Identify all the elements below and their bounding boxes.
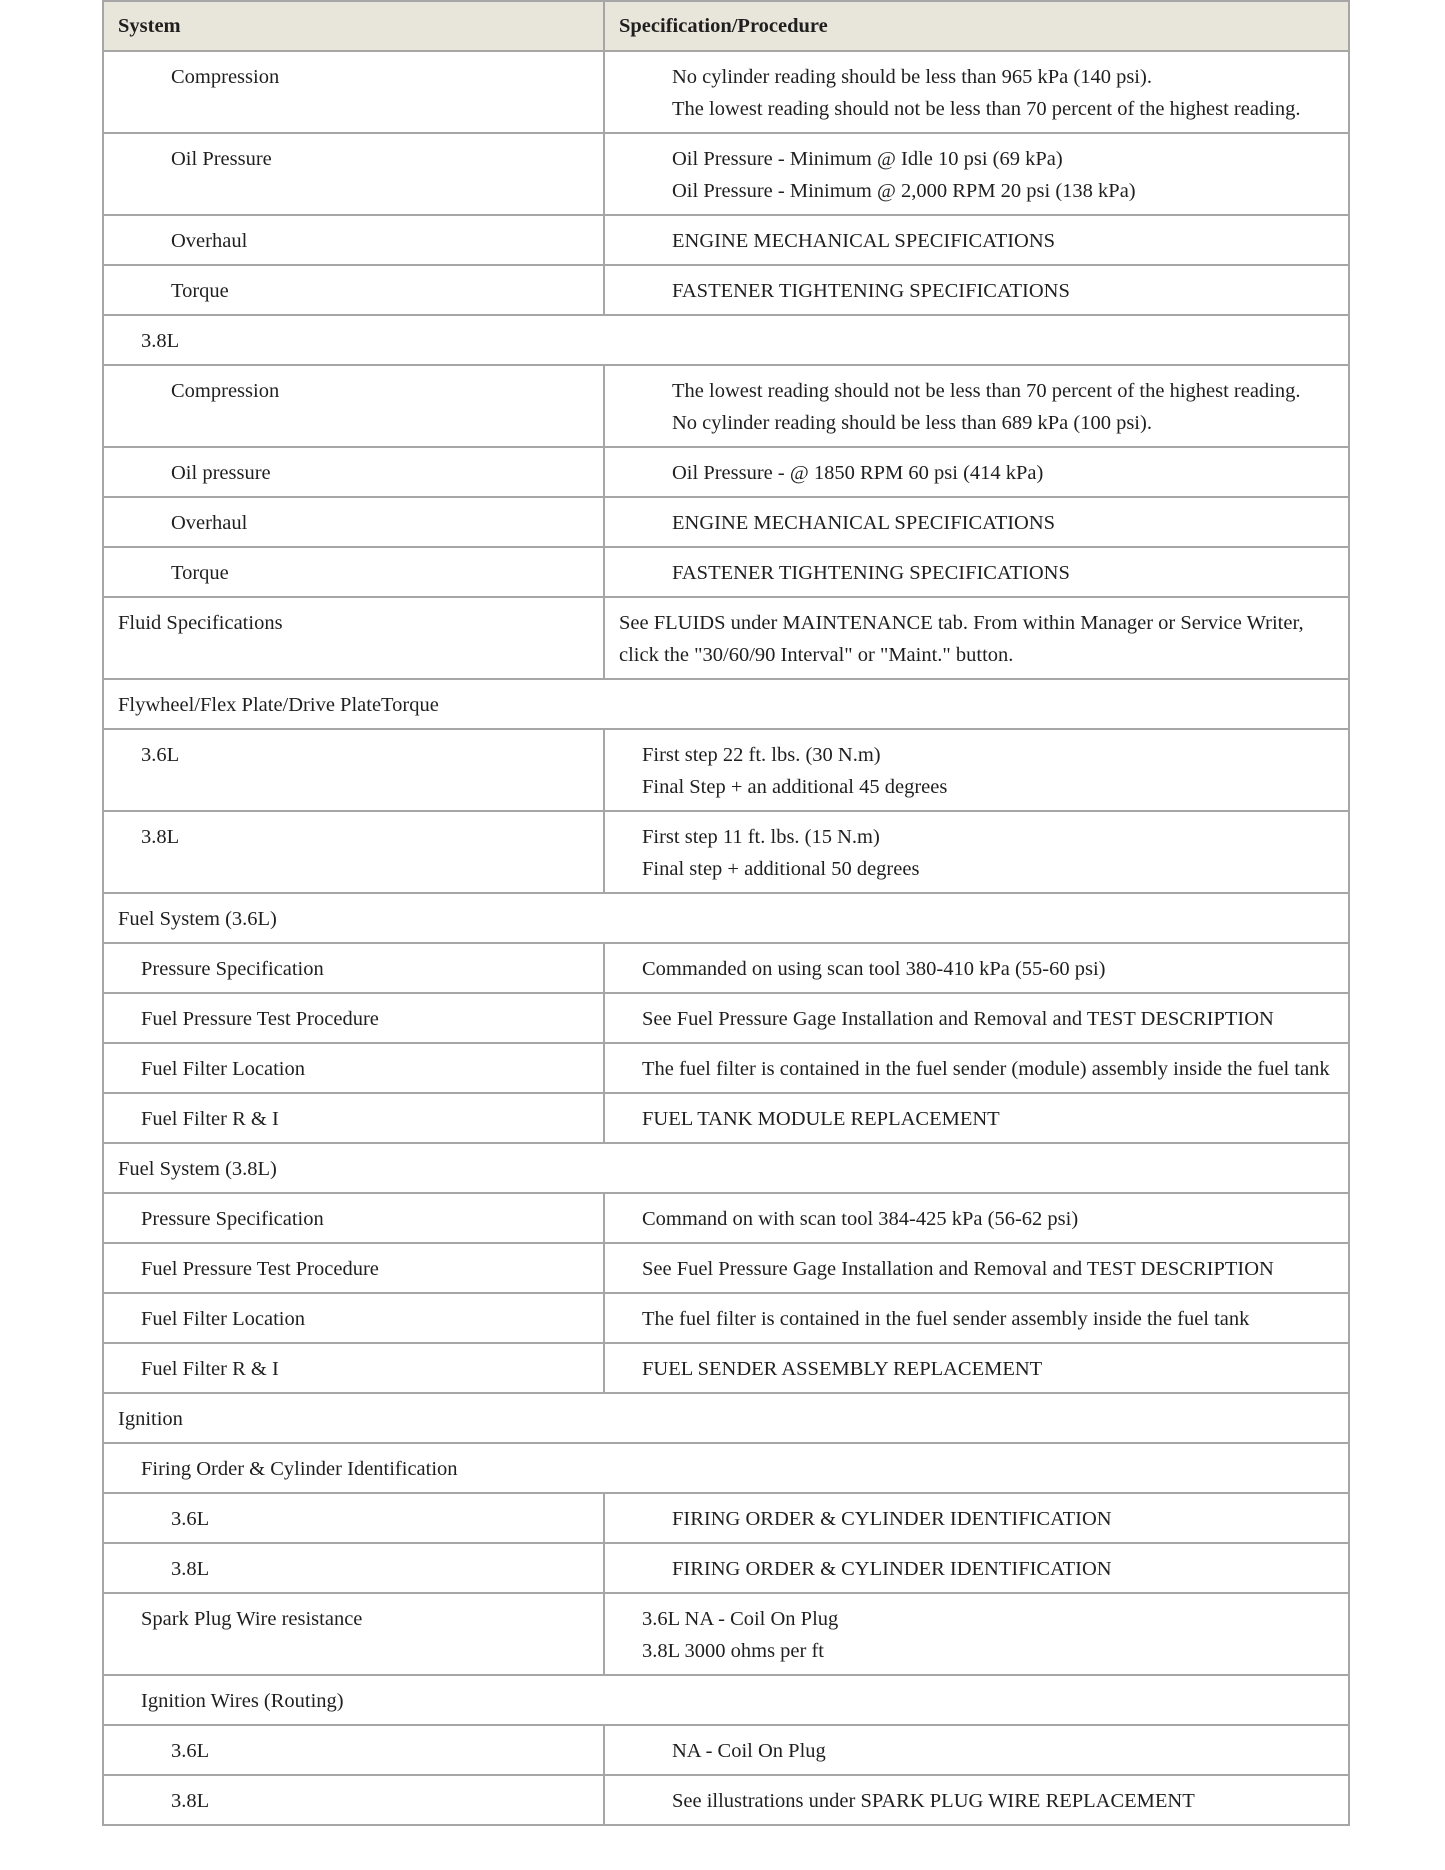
system-cell: Overhaul [103,215,604,265]
spec-cell [604,811,1349,893]
spec-cell [604,597,1349,679]
header-spec: Specification/Procedure [604,1,1349,51]
table-row [103,497,1349,547]
spec-cell [604,51,1349,133]
system-cell: Compression [103,365,604,447]
system-cell: Fuel Filter R & I [103,1343,604,1393]
spec-line: Final Step + an additional 45 degrees [642,776,948,798]
spec-line: FUEL SENDER ASSEMBLY REPLACEMENT [642,1358,1043,1380]
table-row [103,943,1349,993]
spec-cell [604,1093,1349,1143]
section-label: Ignition [103,1393,1349,1443]
table-row [103,1593,1349,1675]
system-cell: Fuel Filter Location [103,1293,604,1343]
table-row [103,265,1349,315]
section-label: Ignition Wires (Routing) [103,1675,1349,1725]
spec-cell [604,265,1349,315]
table-row [103,1725,1349,1775]
system-cell: Pressure Specification [103,1193,604,1243]
spec-cell [604,993,1349,1043]
system-cell: 3.8L [103,1775,604,1825]
system-cell: 3.6L [103,729,604,811]
system-cell: Fuel Filter Location [103,1043,604,1093]
spec-line: The fuel filter is contained in the fuel sender assembly inside the fuel tank [642,1308,1250,1330]
spec-line: NA - Coil On Plug [672,1740,826,1762]
table-header [103,1,1349,51]
spec-line: FASTENER TIGHTENING SPECIFICATIONS [672,280,1070,302]
system-cell: Spark Plug Wire resistance [103,1593,604,1675]
spec-cell [604,1343,1349,1393]
spec-line: FUEL TANK MODULE REPLACEMENT [642,1108,1000,1130]
spec-cell [604,1193,1349,1243]
section-row [103,315,1349,365]
section-row [103,1393,1349,1443]
spec-line: 3.8L 3000 ohms per ft [642,1640,825,1662]
spec-cell [604,1593,1349,1675]
spec-cell [604,547,1349,597]
spec-line: First step 11 ft. lbs. (15 N.m) [642,826,880,848]
spec-line: See illustrations under SPARK PLUG WIRE REPLACEMENT [672,1790,1195,1812]
table-row [103,1775,1349,1825]
table-row [103,1043,1349,1093]
spec-cell [604,729,1349,811]
table-row [103,133,1349,215]
table-row [103,729,1349,811]
spec-line: See Fuel Pressure Gage Installation and Removal and TEST DESCRIPTION [642,1258,1274,1280]
section-label: 3.8L [103,315,1349,365]
spec-line: The fuel filter is contained in the fuel sender (module) assembly inside the fuel tank [642,1058,1330,1080]
spec-cell [604,365,1349,447]
section-label: Firing Order & Cylinder Identification [103,1443,1349,1493]
section-row [103,1443,1349,1493]
system-cell: 3.8L [103,1543,604,1593]
spec-line: FIRING ORDER & CYLINDER IDENTIFICATION [672,1558,1112,1580]
spec-line: Oil Pressure - Minimum @ 2,000 RPM 20 psi (138 kPa) [672,180,1136,202]
system-cell: Fuel Pressure Test Procedure [103,1243,604,1293]
spec-line: ENGINE MECHANICAL SPECIFICATIONS [672,512,1056,534]
table-row [103,993,1349,1043]
section-label: Flywheel/Flex Plate/Drive PlateTorque [103,679,1349,729]
spec-line: The lowest reading should not be less than 70 percent of the highest reading. [672,380,1301,402]
table-row [103,597,1349,679]
section-row [103,1143,1349,1193]
spec-cell [604,215,1349,265]
spec-line: No cylinder reading should be less than 689 kPa (100 psi). [672,412,1152,434]
spec-line: Oil Pressure - Minimum @ Idle 10 psi (69 kPa) [672,148,1063,170]
spec-line: No cylinder reading should be less than 965 kPa (140 psi). [672,66,1152,88]
spec-line: FIRING ORDER & CYLINDER IDENTIFICATION [672,1508,1112,1530]
spec-cell [604,1493,1349,1543]
section-row [103,1675,1349,1725]
system-cell: 3.6L [103,1725,604,1775]
header-row [103,1,1349,51]
spec-table [102,0,1350,1826]
system-cell: Fuel Pressure Test Procedure [103,993,604,1043]
spec-cell [604,1243,1349,1293]
spec-line: 3.6L NA - Coil On Plug [642,1608,839,1630]
system-cell: Oil Pressure [103,133,604,215]
table-row [103,215,1349,265]
table-row [103,365,1349,447]
table-row [103,1193,1349,1243]
spec-line: First step 22 ft. lbs. (30 N.m) [642,744,881,766]
system-cell: 3.6L [103,1493,604,1543]
header-system: System [103,1,604,51]
spec-cell [604,1543,1349,1593]
table-row [103,547,1349,597]
table-row [103,1293,1349,1343]
system-cell: Fuel Filter R & I [103,1093,604,1143]
table-row [103,1493,1349,1543]
table-body [103,51,1349,1825]
system-cell: Overhaul [103,497,604,547]
spec-line: Oil Pressure - @ 1850 RPM 60 psi (414 kPa) [672,462,1044,484]
spec-line: Final step + additional 50 degrees [642,858,920,880]
spec-cell [604,1775,1349,1825]
system-cell: Torque [103,265,604,315]
section-label: Fuel System (3.8L) [103,1143,1349,1193]
spec-cell [604,133,1349,215]
spec-cell [604,1725,1349,1775]
table-row [103,1093,1349,1143]
table-row [103,447,1349,497]
system-cell: Oil pressure [103,447,604,497]
spec-cell [604,497,1349,547]
spec-line: See Fuel Pressure Gage Installation and Removal and TEST DESCRIPTION [642,1008,1274,1030]
spec-line: ENGINE MECHANICAL SPECIFICATIONS [672,230,1056,252]
table-row [103,1543,1349,1593]
spec-cell [604,943,1349,993]
spec-cell [604,1293,1349,1343]
section-label: Fuel System (3.6L) [103,893,1349,943]
spec-line: The lowest reading should not be less than 70 percent of the highest reading. [672,98,1301,120]
system-cell: Pressure Specification [103,943,604,993]
spec-line: FASTENER TIGHTENING SPECIFICATIONS [672,562,1070,584]
spec-cell [604,447,1349,497]
spec-line: Commanded on using scan tool 380-410 kPa (55-60 psi) [642,958,1106,980]
table-row [103,1343,1349,1393]
system-cell: Fluid Specifications [103,597,604,679]
spec-line: See FLUIDS under MAINTENANCE tab. From within Manager or Service Writer, click the "30/60/90 Interval" or "Maint." button. [619,612,1304,666]
table-row [103,1243,1349,1293]
spec-cell [604,1043,1349,1093]
table-row [103,811,1349,893]
system-cell: Torque [103,547,604,597]
section-row [103,679,1349,729]
system-cell: 3.8L [103,811,604,893]
spec-line: Command on with scan tool 384-425 kPa (56-62 psi) [642,1208,1079,1230]
table-row [103,51,1349,133]
system-cell: Compression [103,51,604,133]
section-row [103,893,1349,943]
